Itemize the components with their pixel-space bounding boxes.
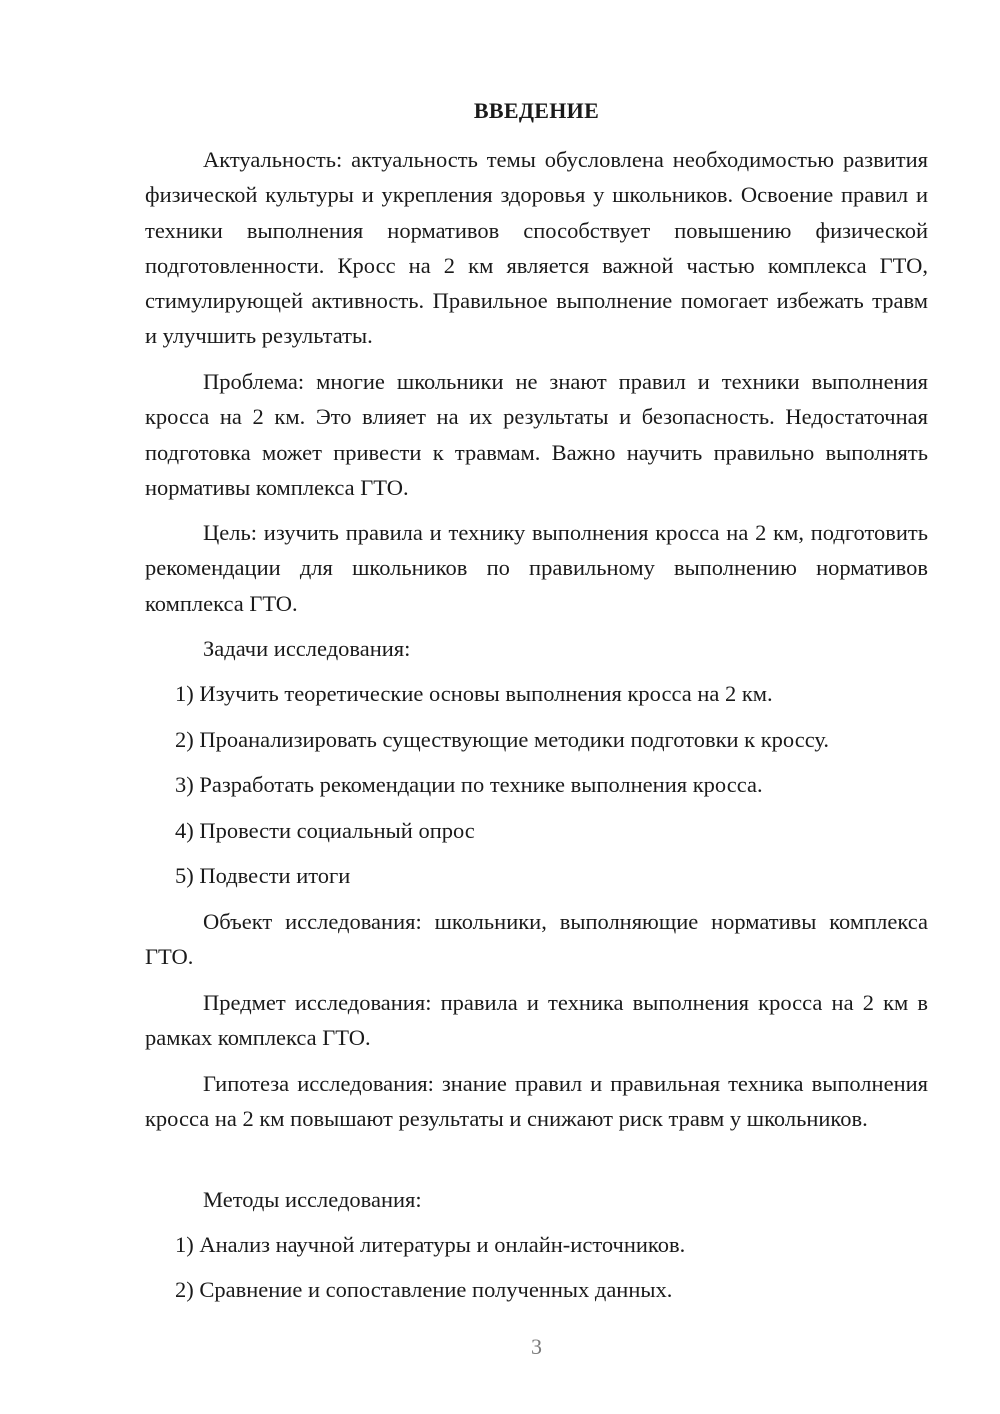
task-item-2: 2) Проанализировать существующие методики подготовки к кроссу. <box>175 727 830 752</box>
paragraph-relevance: Актуальность: актуальность темы обусловлена необходимостью развития физической культуры и укрепления здоровья у школьников. Освоение правил и техники выполнения нормативов способствует повышению физической подготовленности. Кросс на 2 км является важной частью комплекса ГТО, стимулирующей активность. Правильное выполнение помогает избежать травм и улучшить результаты. <box>145 147 928 349</box>
method-item-1: 1) Анализ научной литературы и онлайн-источников. <box>175 1232 686 1257</box>
task-item-5: 5) Подвести итоги <box>175 863 351 888</box>
method-item-2: 2) Сравнение и сопоставление полученных данных. <box>175 1277 673 1302</box>
document-page <box>145 0 928 1414</box>
task-item-4: 4) Провести социальный опрос <box>175 818 475 843</box>
paragraph-hypothesis: Гипотеза исследования: знание правил и правильная техника выполнения кросса на 2 км повышают результаты и снижают риск травм у школьников. <box>145 1071 928 1132</box>
paragraph-problem: Проблема: многие школьники не знают правил и техники выполнения кросса на 2 км. Это влияет на их результаты и безопасность. Недостаточная подготовка может привести к травмам. Важно научить правильно выполнять нормативы комплекса ГТО. <box>145 369 928 500</box>
paragraph-goal: Цель: изучить правила и технику выполнения кросса на 2 км, подготовить рекомендации для школьников по правильному выполнению нормативов комплекса ГТО. <box>145 520 928 616</box>
paragraph-subject: Предмет исследования: правила и техника выполнения кросса на 2 км в рамках комплекса ГТО. <box>145 990 928 1051</box>
task-item-3: 3) Разработать рекомендации по технике выполнения кросса. <box>175 772 763 797</box>
paragraph-object: Объект исследования: школьники, выполняющие нормативы комплекса ГТО. <box>145 909 928 970</box>
task-item-1: 1) Изучить теоретические основы выполнения кросса на 2 км. <box>175 681 773 706</box>
tasks-heading: Задачи исследования: <box>203 636 411 661</box>
page-number: 3 <box>531 1334 542 1359</box>
methods-heading: Методы исследования: <box>203 1187 422 1212</box>
page-title: ВВЕДЕНИЕ <box>473 98 600 123</box>
